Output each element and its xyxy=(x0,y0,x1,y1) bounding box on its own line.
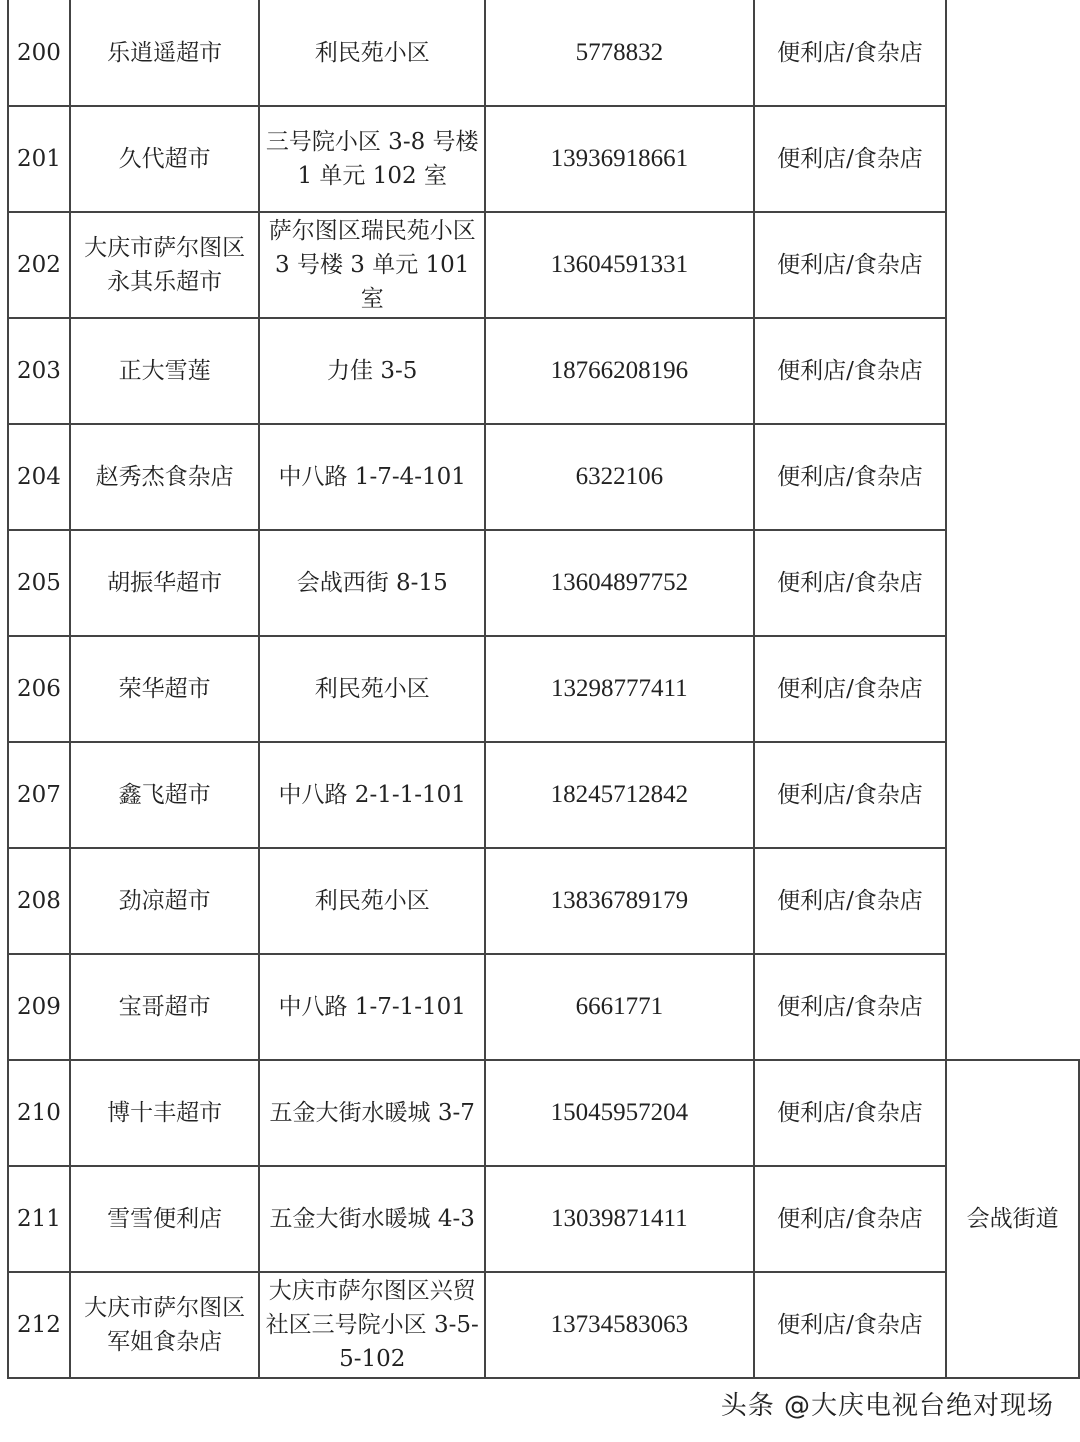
row-number: 203 xyxy=(8,318,70,424)
store-phone: 15045957204 xyxy=(485,1060,754,1166)
store-phone: 13836789179 xyxy=(485,848,754,954)
row-number: 212 xyxy=(8,1272,70,1378)
store-name: 大庆市萨尔图区军姐食杂店 xyxy=(70,1272,260,1378)
store-phone: 13298777411 xyxy=(485,636,754,742)
store-phone: 6661771 xyxy=(485,954,754,1060)
store-address: 利民苑小区 xyxy=(259,636,485,742)
store-name: 乐逍遥超市 xyxy=(70,0,260,106)
store-name: 赵秀杰食杂店 xyxy=(70,424,260,530)
store-name: 雪雪便利店 xyxy=(70,1166,260,1272)
store-name: 劲凉超市 xyxy=(70,848,260,954)
store-name: 荣华超市 xyxy=(70,636,260,742)
store-phone: 13734583063 xyxy=(485,1272,754,1378)
store-type: 便利店/食杂店 xyxy=(754,1060,947,1166)
store-type: 便利店/食杂店 xyxy=(754,1166,947,1272)
store-address: 利民苑小区 xyxy=(259,848,485,954)
row-number: 205 xyxy=(8,530,70,636)
store-type: 便利店/食杂店 xyxy=(754,742,947,848)
row-number: 206 xyxy=(8,636,70,742)
row-number: 208 xyxy=(8,848,70,954)
store-address: 中八路 1-7-1-101 xyxy=(259,954,485,1060)
table-row xyxy=(8,1166,1079,1272)
store-name: 宝哥超市 xyxy=(70,954,260,1060)
store-address: 利民苑小区 xyxy=(259,0,485,106)
store-phone: 13604897752 xyxy=(485,530,754,636)
store-phone: 18245712842 xyxy=(485,742,754,848)
store-phone: 13936918661 xyxy=(485,106,754,212)
table-row xyxy=(8,742,1079,848)
store-type: 便利店/食杂店 xyxy=(754,212,947,318)
store-address: 力佳 3-5 xyxy=(259,318,485,424)
row-number: 207 xyxy=(8,742,70,848)
store-address: 大庆市萨尔图区兴贸社区三号院小区 3-5-5-102 xyxy=(259,1272,485,1378)
store-name: 正大雪莲 xyxy=(70,318,260,424)
store-phone: 6322106 xyxy=(485,424,754,530)
store-address: 五金大街水暖城 3-7 xyxy=(259,1060,485,1166)
store-address: 三号院小区 3-8 号楼 1 单元 102 室 xyxy=(259,106,485,212)
table-row xyxy=(8,0,1079,106)
row-number: 201 xyxy=(8,106,70,212)
store-phone: 13604591331 xyxy=(485,212,754,318)
store-type: 便利店/食杂店 xyxy=(754,0,947,106)
street-cell xyxy=(946,0,1079,1060)
table-row xyxy=(8,212,1079,318)
store-phone: 18766208196 xyxy=(485,318,754,424)
row-number: 209 xyxy=(8,954,70,1060)
store-phone: 5778832 xyxy=(485,0,754,106)
store-name: 胡振华超市 xyxy=(70,530,260,636)
store-name: 鑫飞超市 xyxy=(70,742,260,848)
store-name: 久代超市 xyxy=(70,106,260,212)
store-type: 便利店/食杂店 xyxy=(754,954,947,1060)
store-address: 萨尔图区瑞民苑小区 3 号楼 3 单元 101 室 xyxy=(259,212,485,318)
store-phone: 13039871411 xyxy=(485,1166,754,1272)
table-row xyxy=(8,848,1079,954)
store-type: 便利店/食杂店 xyxy=(754,424,947,530)
store-type: 便利店/食杂店 xyxy=(754,636,947,742)
table-row xyxy=(8,318,1079,424)
row-number: 210 xyxy=(8,1060,70,1166)
store-address: 中八路 2-1-1-101 xyxy=(259,742,485,848)
table-row xyxy=(8,954,1079,1060)
table-row xyxy=(8,636,1079,742)
store-address: 中八路 1-7-4-101 xyxy=(259,424,485,530)
row-number: 211 xyxy=(8,1166,70,1272)
store-type: 便利店/食杂店 xyxy=(754,530,947,636)
row-number: 202 xyxy=(8,212,70,318)
row-number: 204 xyxy=(8,424,70,530)
table-row xyxy=(8,1272,1079,1378)
store-type: 便利店/食杂店 xyxy=(754,106,947,212)
table-row xyxy=(8,106,1079,212)
store-name: 博十丰超市 xyxy=(70,1060,260,1166)
store-name: 大庆市萨尔图区永其乐超市 xyxy=(70,212,260,318)
watermark: 头条 @大庆电视台绝对现场 xyxy=(720,1391,1054,1421)
store-type: 便利店/食杂店 xyxy=(754,1272,947,1378)
store-table xyxy=(7,0,1080,1379)
table-row xyxy=(8,424,1079,530)
row-number: 200 xyxy=(8,0,70,106)
store-type: 便利店/食杂店 xyxy=(754,318,947,424)
table-row xyxy=(8,1060,1079,1166)
store-type: 便利店/食杂店 xyxy=(754,848,947,954)
store-address: 会战西街 8-15 xyxy=(259,530,485,636)
store-address: 五金大街水暖城 4-3 xyxy=(259,1166,485,1272)
street-cell: 会战街道 xyxy=(946,1060,1079,1378)
table-row xyxy=(8,530,1079,636)
